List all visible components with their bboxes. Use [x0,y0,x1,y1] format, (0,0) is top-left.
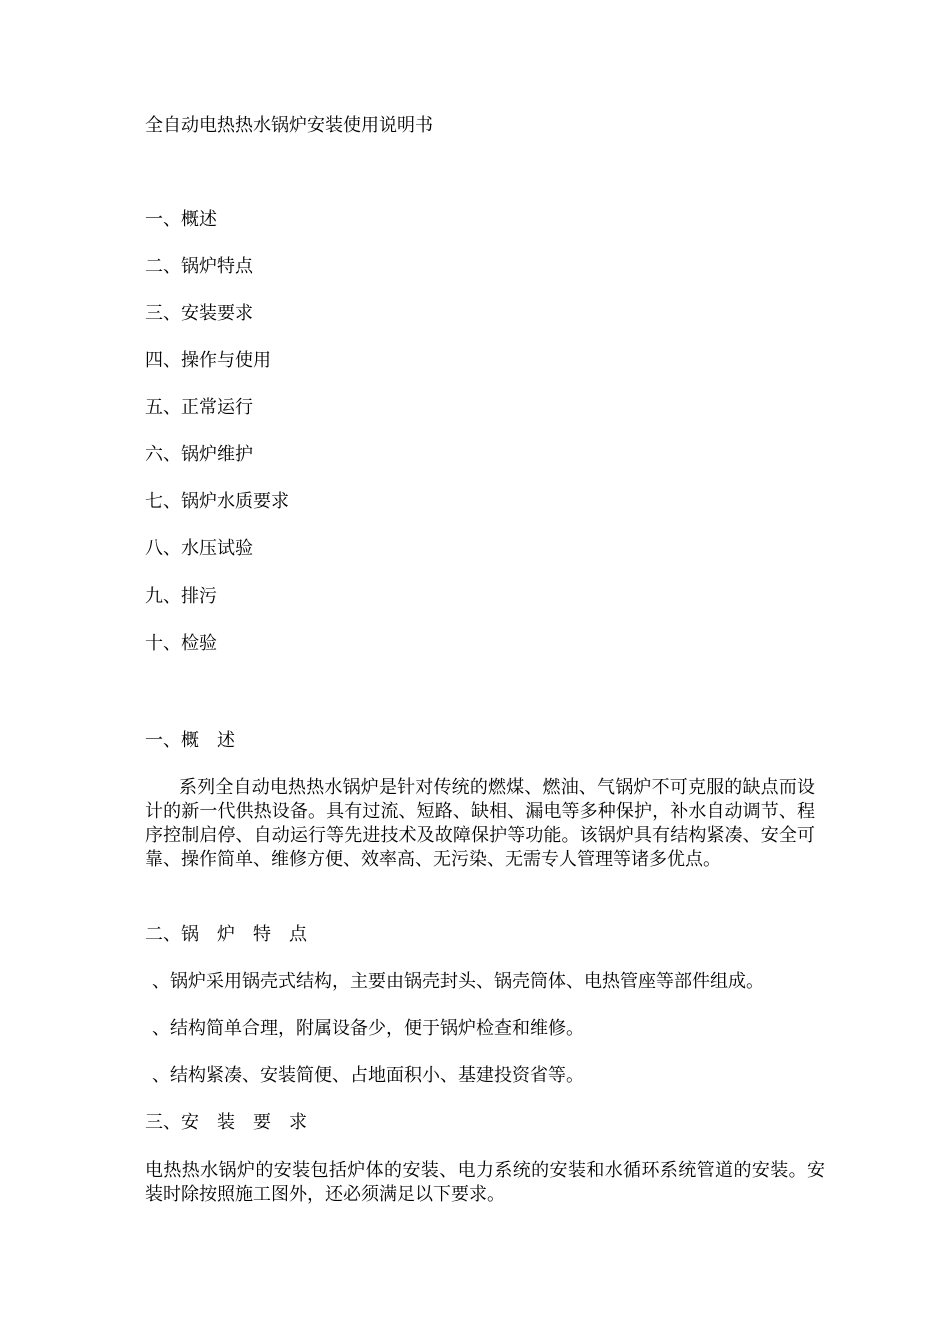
toc-item-inspection: 十、检验 [145,633,217,654]
feature-item: 、结构简单合理，附属设备少，便于锅炉检查和维修。 [152,1018,584,1039]
toc-item-overview: 一、概述 [145,209,217,230]
document-title: 全自动电热热水锅炉安装使用说明书 [145,115,433,136]
toc-item-maintenance: 六、锅炉维护 [145,444,253,465]
section-heading-installation: 三、安 装 要 求 [145,1112,307,1133]
section-heading-overview: 一、概 述 [145,730,235,751]
toc-item-normal-running: 五、正常运行 [145,397,253,418]
feature-item: 、锅炉采用锅壳式结构，主要由锅壳封头、锅壳筒体、电热管座等部件组成。 [152,971,764,992]
toc-item-water-quality: 七、锅炉水质要求 [145,491,289,512]
installation-paragraph: 电热热水锅炉的安装包括炉体的安装、电力系统的安装和水循环系统管道的安装。安装时除按照施工图外，还必须满足以下要求。 [145,1160,825,1205]
feature-item: 、结构紧凑、安装简便、占地面积小、基建投资省等。 [152,1065,584,1086]
section-heading-features: 二、锅 炉 特 点 [145,924,307,945]
overview-paragraph: 系列全自动电热热水锅炉是针对传统的燃煤、燃油、气锅炉不可克服的缺点而设计的新一代供热设备。具有过流、短路、缺相、漏电等多种保护，补水自动调节、程序控制启停、自动运行等先进技术及故障保护等功能。该锅炉具有结构紧凑、安全可靠、操作简单、维修方便、效率高、无污染、无需专人管理等诸多优点。 [145,777,815,870]
toc-item-blowdown: 九、排污 [145,586,217,607]
toc-item-operation: 四、操作与使用 [145,350,271,371]
toc-item-installation: 三、安装要求 [145,303,253,324]
toc-item-features: 二、锅炉特点 [145,256,253,277]
toc-item-pressure-test: 八、水压试验 [145,538,253,559]
